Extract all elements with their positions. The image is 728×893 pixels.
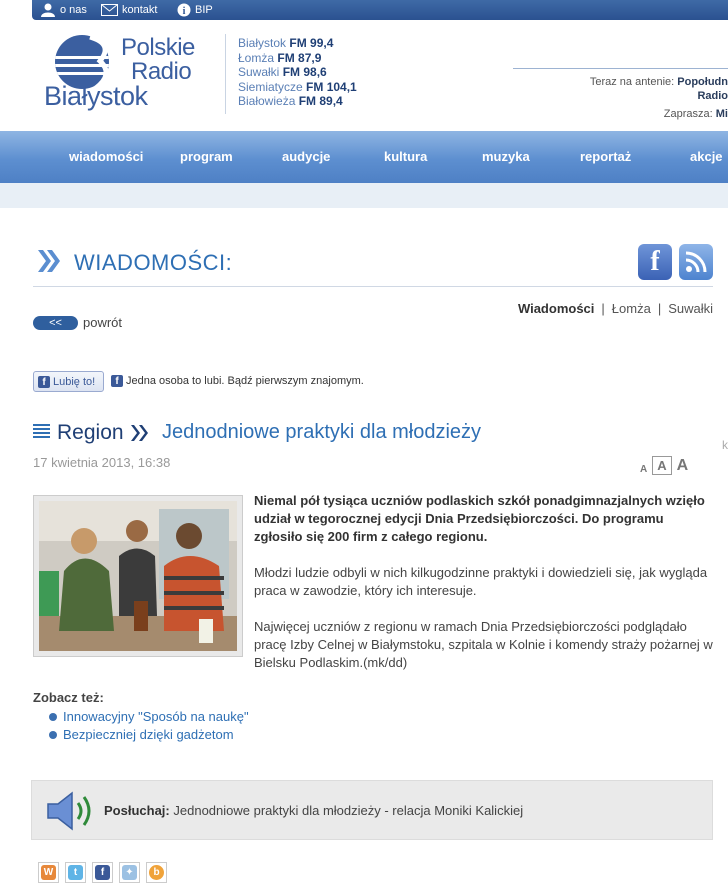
onair-show[interactable]: Popołudn — [677, 76, 728, 88]
frequency-item: Białowieża FM 89,4 — [238, 94, 343, 108]
font-small-button[interactable]: A — [640, 464, 648, 475]
related-link[interactable]: Bezpieczniej dzięki gadżetom — [49, 727, 234, 742]
article-paragraph: Najwięcej uczniów z regionu w ramach Dnia Przedsiębiorczości podglądało pracę Izby Celnej w Białymstoku, szpitala w Kolnie i komendy straży pożarnej w Bielsku Podlaskim.(mk/dd) — [254, 619, 713, 670]
clipped-edge-text: k — [722, 438, 728, 452]
related-link[interactable]: Innowacyjny "Sposób na naukę" — [49, 709, 249, 724]
article-title: Jednodniowe praktyki dla młodzieży — [162, 421, 482, 443]
list-icon — [33, 424, 50, 440]
envelope-icon — [101, 4, 118, 16]
bip-label: BIP — [195, 4, 213, 16]
twitter-icon: t — [68, 865, 83, 880]
bip-link[interactable] — [177, 2, 213, 18]
onair-divider — [513, 68, 728, 69]
see-also-heading: Zobacz też: — [33, 690, 104, 705]
region-filter: Wiadomości | Łomża | Suwałki — [517, 301, 713, 316]
top-bar — [0, 0, 728, 20]
font-size-controls — [640, 456, 688, 475]
frequency-item: Suwałki FM 98,6 — [238, 65, 327, 79]
site-logo[interactable] — [44, 34, 216, 116]
bullet-icon — [49, 713, 57, 721]
nav-item-audycje[interactable]: audycje — [282, 149, 331, 164]
article-photo-image — [39, 501, 237, 651]
nav-item-program[interactable]: program — [180, 149, 233, 164]
invites-label: Zaprasza: — [663, 108, 713, 120]
rss-icon — [684, 250, 708, 274]
bullet-icon — [49, 731, 57, 739]
facebook-icon: f — [95, 865, 110, 880]
back-link[interactable]: powrót — [83, 315, 123, 330]
like-button[interactable] — [33, 371, 104, 392]
facebook-icon: f — [111, 375, 123, 387]
speaker-icon[interactable] — [42, 789, 98, 833]
nav-item-wiadomosci[interactable]: wiadomości — [69, 149, 144, 164]
like-info — [111, 375, 364, 387]
onair-show-line2[interactable]: Radio — [697, 90, 728, 102]
frequency-item: Łomża FM 87,9 — [238, 50, 322, 65]
about-link[interactable] — [40, 2, 87, 18]
main-nav — [0, 131, 728, 183]
share-gadu[interactable] — [119, 862, 140, 883]
invites-host[interactable]: Mi — [715, 108, 728, 120]
share-wykop[interactable] — [38, 862, 59, 883]
facebook-icon: f — [38, 376, 50, 388]
article-date: 17 kwietnia 2013, 16:38 — [33, 455, 171, 470]
facebook-icon: f — [650, 246, 660, 277]
filter-suwalki[interactable]: Suwałki — [668, 301, 713, 316]
article-lead: Niemal pół tysiąca uczniów podlaskich szkół ponadgimnazjalnych wzięło udział w tegorocznej edycji Dnia Przedsiębiorczości. Do programu zgłosiło się 200 firm z całego regionu. — [254, 493, 705, 544]
logo-line-3: Białystok — [44, 81, 148, 111]
like-text: Jedna osoba to lubi. Bądź pierwszym znajomym. — [126, 375, 364, 387]
share-facebook[interactable] — [92, 862, 113, 883]
contact-link[interactable] — [101, 2, 157, 18]
section-divider — [33, 286, 713, 287]
about-label: o nas — [60, 4, 87, 16]
info-icon — [177, 3, 191, 17]
logo-line-2: Radio — [131, 58, 192, 85]
sub-nav-bar — [0, 183, 728, 208]
filter-lomza[interactable]: Łomża — [611, 301, 651, 316]
contact-label: kontakt — [122, 4, 158, 16]
on-air-panel — [590, 75, 728, 121]
nav-item-akcje[interactable]: akcje — [690, 149, 723, 164]
blip-icon: b — [149, 865, 164, 880]
rss-button[interactable] — [679, 244, 713, 280]
nav-item-muzyka[interactable]: muzyka — [482, 149, 530, 164]
section-title: WIADOMOŚCI: — [74, 250, 233, 275]
back-button[interactable]: << — [33, 316, 78, 330]
frequency-item: Siemiatycze FM 104,1 — [238, 79, 357, 94]
wykop-icon: W — [41, 865, 56, 880]
onair-label: Teraz na antenie: — [589, 76, 675, 88]
svg-text:i: i — [182, 6, 186, 17]
filter-wiadomosci[interactable]: Wiadomości — [517, 301, 595, 316]
article-photo[interactable] — [33, 495, 243, 657]
double-chevron-icon — [130, 424, 150, 442]
like-button-label: Lubię to! — [53, 375, 96, 388]
logo-wordmark — [44, 34, 195, 111]
audio-title[interactable]: Posłuchaj: Jednodniowe praktyki dla młodzieży - relacja Moniki Kalickiej — [104, 803, 524, 818]
gadu-icon: ✦ — [122, 865, 137, 880]
double-chevron-icon — [36, 248, 62, 274]
facebook-button[interactable] — [638, 244, 672, 280]
nav-item-kultura[interactable]: kultura — [384, 149, 428, 164]
logo-line-1: Polskie — [121, 34, 195, 61]
audio-box — [31, 780, 713, 840]
frequency-item: Białystok FM 99,4 — [238, 36, 334, 50]
article-body — [254, 492, 714, 690]
font-large-button[interactable]: A — [676, 457, 689, 474]
article-category[interactable]: Region — [57, 421, 124, 444]
share-twitter[interactable] — [65, 862, 86, 883]
font-medium-button[interactable]: A — [652, 456, 671, 475]
share-blip[interactable] — [146, 862, 167, 883]
user-icon — [40, 3, 56, 17]
article-paragraph: Młodzi ludzie odbyli w nich kilkugodzinne praktyki i dowiedzieli się, jak wygląda praca w zawodzie, który ich interesuje. — [254, 565, 708, 598]
nav-item-reportaz[interactable]: reportaż — [580, 149, 632, 164]
frequency-list — [238, 36, 357, 109]
header-divider — [225, 34, 226, 114]
